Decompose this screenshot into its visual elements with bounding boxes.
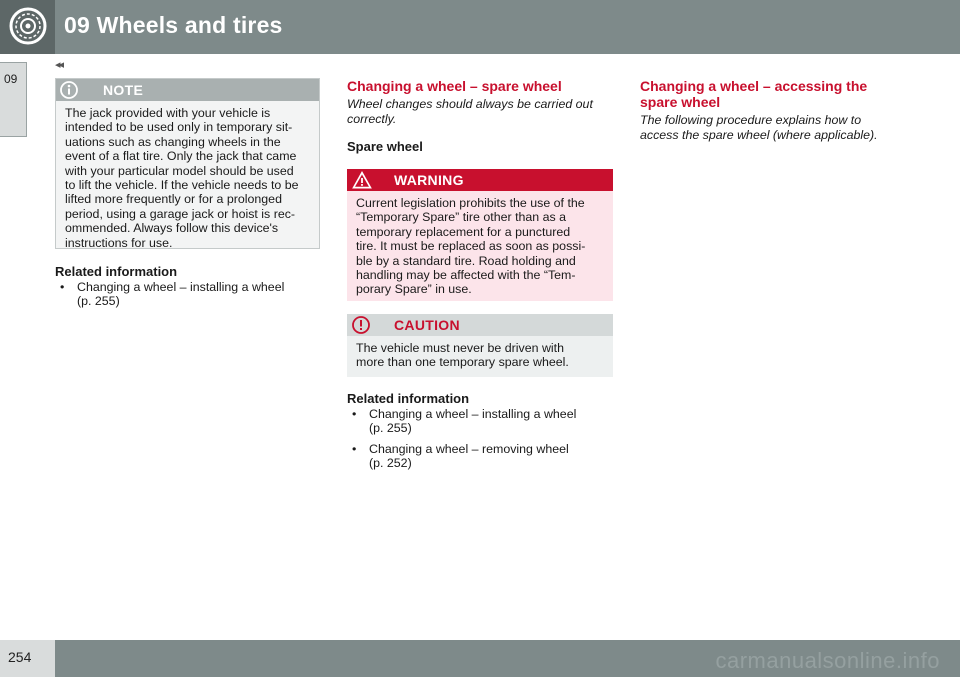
chapter-title: 09 Wheels and tires [64,12,283,38]
intro-line: correctly. [347,112,397,126]
warning-line: “Temporary Spare” tire other than as a [356,210,567,225]
note-line: instructions for use. [65,235,173,250]
note-line: period, using a garage jack or hoist is rec- [65,206,296,221]
warning-label: WARNING [394,172,464,188]
section-intro [347,97,593,127]
note-body [56,101,319,250]
warning-line: tire. It must be replaced as soon as possi- [356,239,586,254]
note-header [56,79,319,101]
caution-line: more than one temporary spare wheel. [356,355,569,370]
related-link-page: (p. 255) [77,294,120,309]
watermark: carmanualsonline.info [715,648,940,673]
related-link-text: Changing a wheel – installing a wheel [369,407,577,421]
section-heading-spare-wheel: Changing a wheel – spare wheel [347,78,562,94]
note-box [55,78,320,249]
warning-box [347,169,613,301]
note-label: NOTE [103,82,144,98]
bullet-icon: • [352,407,357,421]
heading-line: spare wheel [640,94,721,110]
related-link-page: (p. 255) [369,421,412,436]
warning-line: ble by a standard tire. Road holding and [356,253,576,268]
section-heading-accessing-spare [640,78,867,110]
page-number-box [0,640,55,677]
related-link[interactable] [352,442,612,472]
note-line: with your particular model should be used [65,163,294,178]
section-intro [640,113,878,143]
info-icon [60,81,78,99]
related-info-title: Related information [347,391,470,406]
bullet-icon: • [352,442,357,456]
related-link-page: (p. 252) [369,456,412,471]
heading-line: Changing a wheel – accessing the [640,78,868,94]
subheading-spare-wheel: Spare wheel [347,139,423,154]
page-number: 254 [8,649,32,665]
page-footer [0,640,960,677]
related-link[interactable] [60,280,320,310]
chapter-icon-box [0,0,55,54]
note-line: The jack provided with your vehicle is [65,106,271,120]
related-info-title: Related information [55,264,178,279]
side-tab-label: 09 [4,72,18,86]
caution-header [347,314,613,336]
wheel-icon [8,6,48,46]
related-link-text: Changing a wheel – removing wheel [369,442,569,456]
note-line: ommended. Always follow this device's [65,221,279,236]
caution-label: CAUTION [394,317,460,333]
related-link-text: Changing a wheel – installing a wheel [77,280,285,294]
back-arrows-icon[interactable]: ◂◂ [55,59,63,71]
note-line: uations such as changing wheels in the [65,134,281,149]
caution-box [347,314,613,377]
note-line: to lift the vehicle. If the vehicle needs to be [65,178,299,193]
caution-exclamation-icon [352,316,370,334]
bullet-icon: • [60,280,65,294]
note-line: intended to be used only in temporary sit- [65,120,293,135]
intro-line: access the spare wheel (where applicable). [640,128,878,142]
warning-line: handling may be affected with the “Tem- [356,268,576,283]
note-line: event of a flat tire. Only the jack that came [65,149,297,164]
intro-line: Wheel changes should always be carried out [347,97,593,111]
intro-line: The following procedure explains how to [640,113,862,127]
warning-header [347,169,613,191]
caution-body [347,336,613,370]
page-header [0,0,960,54]
warning-triangle-icon [352,171,372,189]
warning-line: porary Spare” in use. [356,282,472,297]
chapter-side-tab[interactable] [0,62,27,137]
related-link[interactable] [352,407,612,437]
warning-body [347,191,613,297]
warning-line: temporary replacement for a punctured [356,224,571,239]
caution-line: The vehicle must never be driven with [356,341,564,355]
warning-line: Current legislation prohibits the use of the [356,196,585,210]
note-line: lifted more frequently or for a prolonged [65,192,282,207]
